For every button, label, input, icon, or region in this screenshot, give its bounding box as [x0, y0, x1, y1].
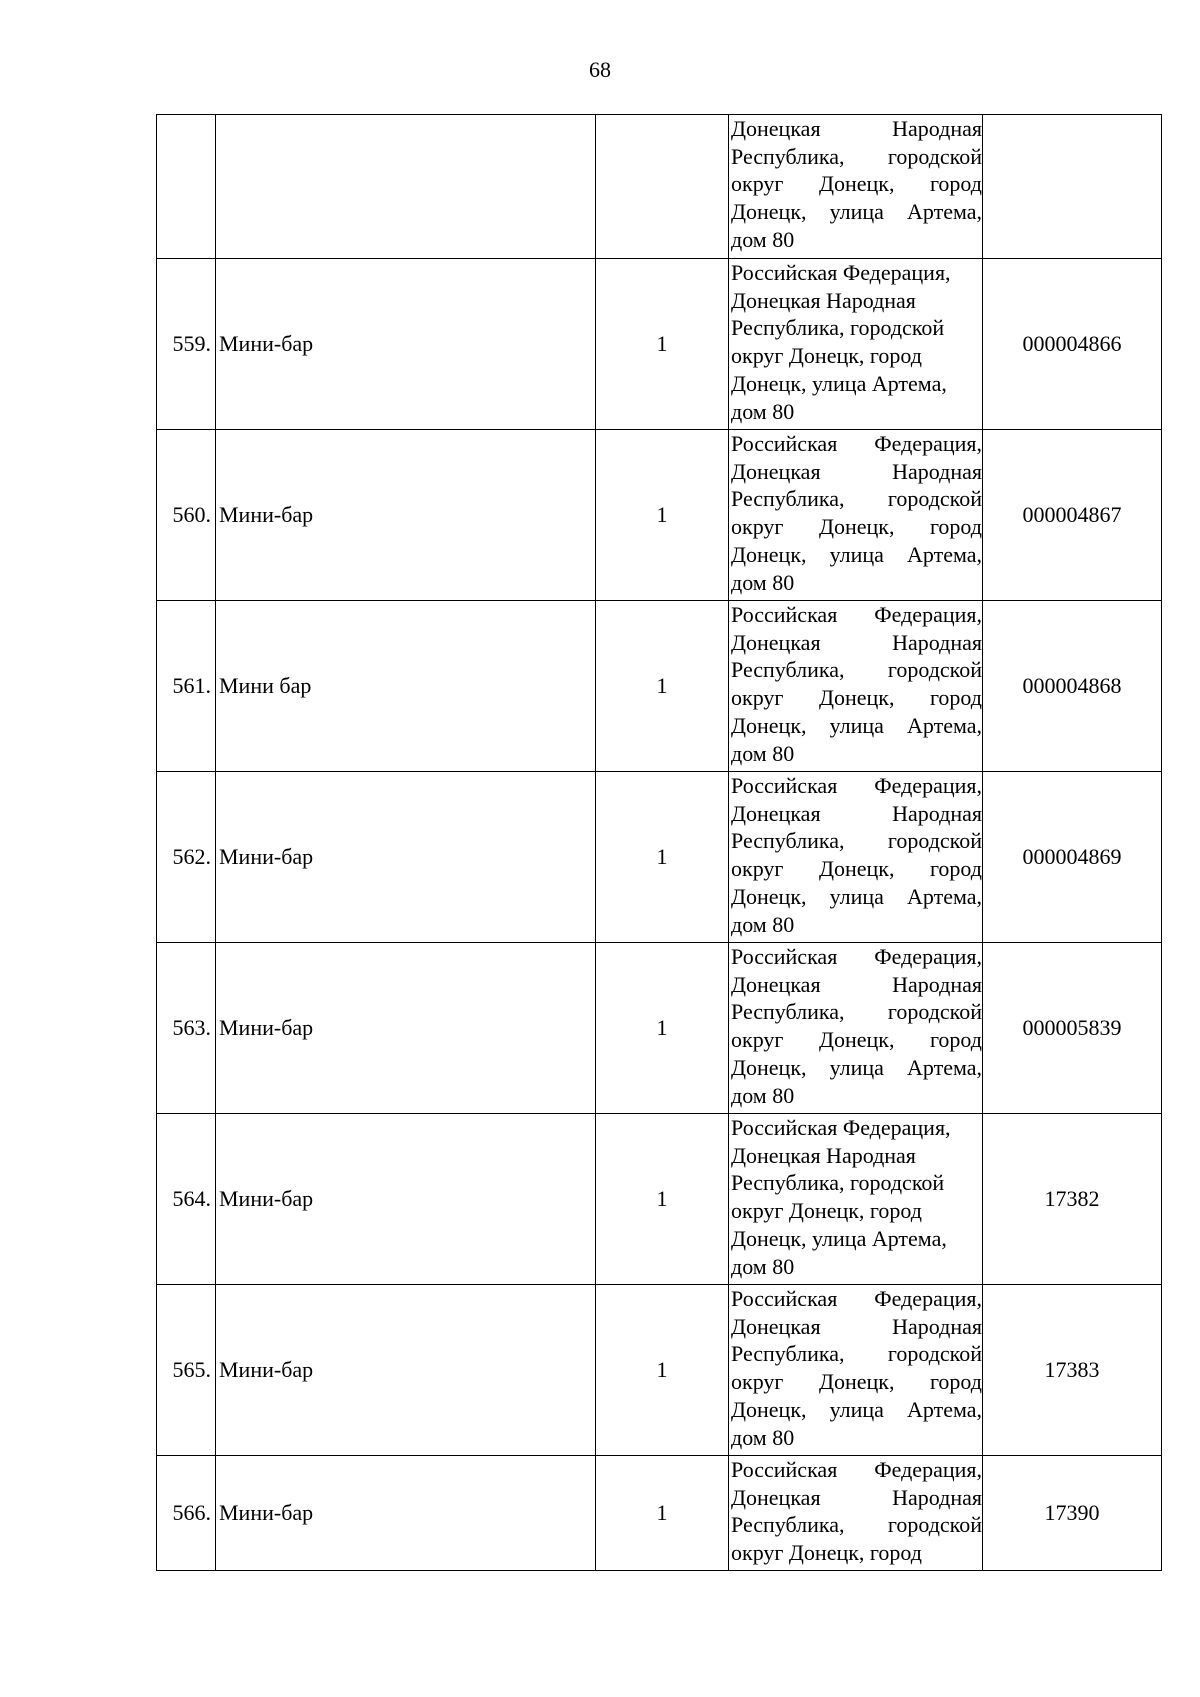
- item-name: Мини-бар: [216, 259, 596, 430]
- item-address: Российская Федерация, Донецкая Народная Республика, городской округ Донецк, город Донецк, улица Артема, дом 80: [731, 602, 982, 766]
- item-address: Российская Федерация, Донецкая Народная Республика, городской округ Донецк, город Донецк, улица Артема, дом 80: [731, 1286, 982, 1450]
- item-quantity: 1: [596, 1285, 729, 1456]
- row-number: 566.: [157, 1456, 216, 1571]
- item-address-cell: [729, 1456, 983, 1571]
- row-number: 565.: [157, 1285, 216, 1456]
- item-address-cell: [729, 1285, 983, 1456]
- row-number: 559.: [157, 259, 216, 430]
- item-address: Российская Федерация, Донецкая Народная Республика, городской округ Донецк, город Донецк, улица Артема, дом 80: [731, 1115, 951, 1279]
- inventory-number: 17382: [983, 1114, 1162, 1285]
- table-row: [157, 259, 1162, 430]
- item-address: Российская Федерация, Донецкая Народная Республика, городской округ Донецк, город Донецк, улица Артема, дом 80: [731, 773, 982, 937]
- item-name: Мини-бар: [216, 772, 596, 943]
- item-address: Российская Федерация, Донецкая Народная Республика, городской округ Донецк, город Донецк, улица Артема, дом 80: [731, 260, 951, 424]
- item-address-cell: [729, 430, 983, 601]
- item-quantity: 1: [596, 1114, 729, 1285]
- item-name: Мини бар: [216, 601, 596, 772]
- inventory-number: 000004869: [983, 772, 1162, 943]
- item-quantity: 1: [596, 430, 729, 601]
- item-name: Мини-бар: [216, 1285, 596, 1456]
- item-address: Российская Федерация, Донецкая Народная Республика, городской округ Донецк, город: [731, 1457, 982, 1566]
- item-name: Мини-бар: [216, 430, 596, 601]
- table-row: [157, 1285, 1162, 1456]
- item-address-cell: [729, 943, 983, 1114]
- table-row: [157, 601, 1162, 772]
- item-quantity: 1: [596, 943, 729, 1114]
- table-row: [157, 430, 1162, 601]
- inventory-number: 17390: [983, 1456, 1162, 1571]
- table-row: [157, 1456, 1162, 1571]
- row-number: 561.: [157, 601, 216, 772]
- item-name: Мини-бар: [216, 1456, 596, 1571]
- item-quantity: 1: [596, 772, 729, 943]
- row-number: 562.: [157, 772, 216, 943]
- item-address-cell: [729, 601, 983, 772]
- item-quantity: 1: [596, 601, 729, 772]
- item-address: Донецкая Народная Республика, городской округ Донецк, город Донецк, улица Артема, дом 80: [731, 116, 982, 252]
- inventory-table: [156, 114, 1162, 1571]
- row-number: [157, 115, 216, 259]
- inventory-number: 17383: [983, 1285, 1162, 1456]
- item-name: Мини-бар: [216, 1114, 596, 1285]
- table-row: [157, 1114, 1162, 1285]
- item-address-cell: [729, 772, 983, 943]
- inventory-number: [983, 115, 1162, 259]
- table-row: [157, 772, 1162, 943]
- row-number: 563.: [157, 943, 216, 1114]
- item-address-cell: [729, 1114, 983, 1285]
- inventory-number: 000004867: [983, 430, 1162, 601]
- item-quantity: [596, 115, 729, 259]
- item-quantity: 1: [596, 1456, 729, 1571]
- page-number: 68: [589, 57, 611, 82]
- item-address-cell: [729, 115, 983, 259]
- row-number: 564.: [157, 1114, 216, 1285]
- table-row: [157, 115, 1162, 259]
- inventory-number: 000004868: [983, 601, 1162, 772]
- table-row: [157, 943, 1162, 1114]
- item-quantity: 1: [596, 259, 729, 430]
- item-address-cell: [729, 259, 983, 430]
- inventory-number: 000004866: [983, 259, 1162, 430]
- item-name: [216, 115, 596, 259]
- inventory-number: 000005839: [983, 943, 1162, 1114]
- item-address: Российская Федерация, Донецкая Народная Республика, городской округ Донецк, город Донецк, улица Артема, дом 80: [731, 944, 982, 1108]
- item-address: Российская Федерация, Донецкая Народная Республика, городской округ Донецк, город Донецк, улица Артема, дом 80: [731, 431, 982, 595]
- item-name: Мини-бар: [216, 943, 596, 1114]
- row-number: 560.: [157, 430, 216, 601]
